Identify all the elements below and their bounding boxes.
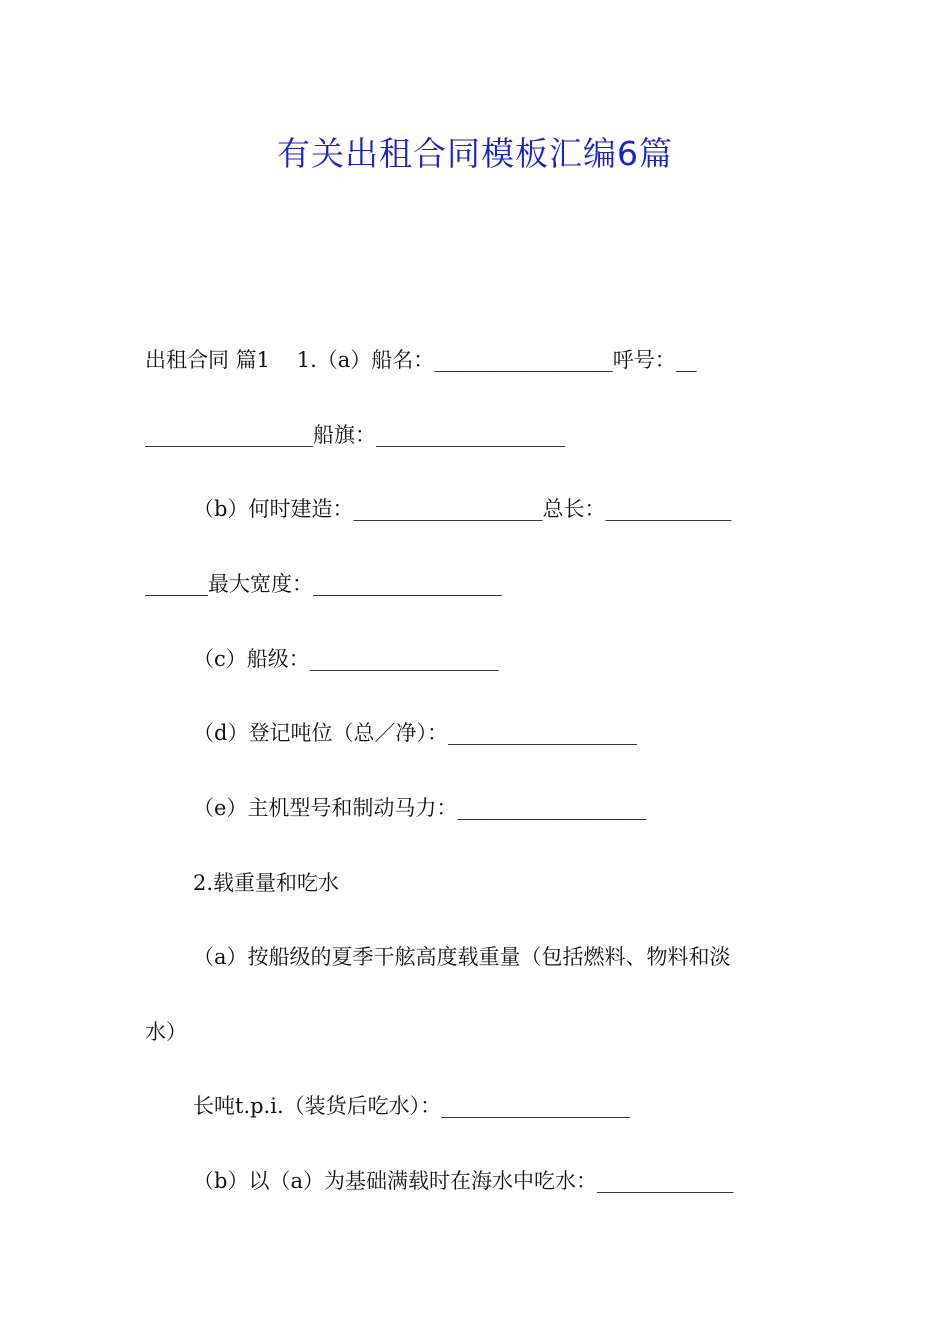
line-tonnage: （d）登记吨位（总／净）：__________________ xyxy=(193,721,637,745)
line-deadweight: （a）按船级的夏季干舷高度载重量（包括燃料、物料和淡 xyxy=(193,945,731,969)
line-build-date: （b）何时建造：__________________总长：____________ xyxy=(193,497,732,521)
line-max-width: ______最大宽度：__________________ xyxy=(145,572,502,596)
line-engine: （e）主机型号和制动马力：__________________ xyxy=(193,796,647,820)
section-heading-deadweight: 2.载重量和吃水 xyxy=(193,871,340,895)
line-ship-name: 出租合同 篇1 1.（a）船名：_________________呼号：__ xyxy=(145,348,697,372)
document-title: 有关出租合同模板汇编6篇 xyxy=(277,134,673,173)
line-draft: （b）以（a）为基础满载时在海水中吃水：_____________ xyxy=(193,1169,734,1193)
line-ship-class: （c）船级：__________________ xyxy=(193,647,499,671)
line-ship-flag: ________________船旗：__________________ xyxy=(145,423,565,447)
line-tpi: 长吨t.p.i.（装货后吃水）：__________________ xyxy=(193,1094,631,1118)
line-deadweight-cont: 水） xyxy=(145,1020,187,1044)
